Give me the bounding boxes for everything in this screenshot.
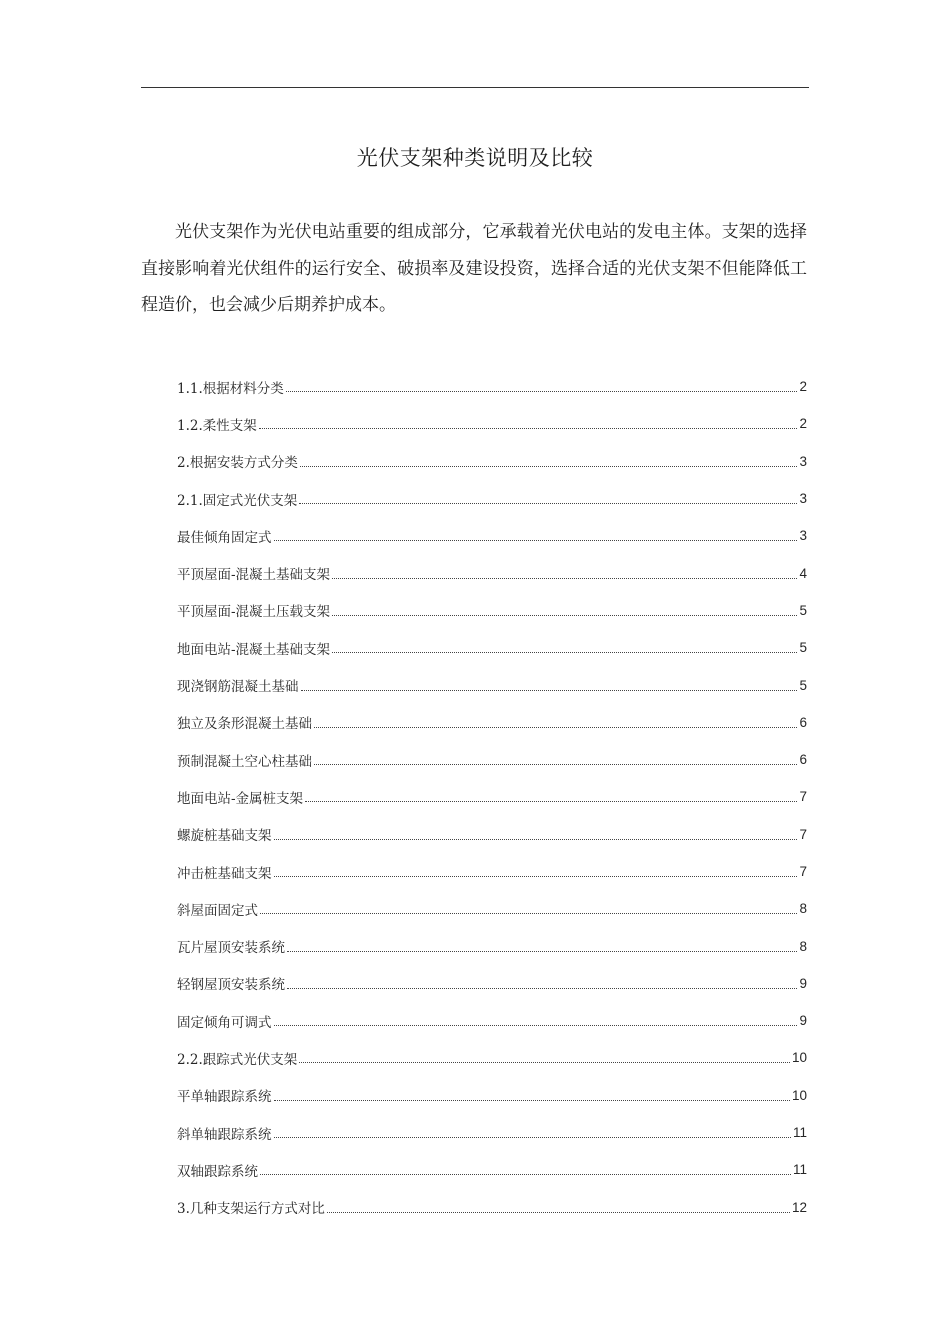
- toc-entry-label: 3.几种支架运行方式对比: [177, 1201, 325, 1218]
- toc-entry-label: 最佳倾角固定式: [177, 529, 272, 546]
- toc-entry[interactable]: [177, 405, 807, 442]
- toc-entry-label: 斜屋面固定式: [177, 902, 258, 919]
- toc-entry-label: 地面电站-金属桩支架: [177, 790, 304, 807]
- toc-page-number: 10: [791, 1050, 807, 1066]
- toc-page-number: 11: [792, 1162, 807, 1178]
- toc-dot-leader: [299, 1050, 790, 1063]
- toc-page-number: 5: [799, 640, 807, 656]
- toc-dot-leader: [274, 528, 798, 541]
- toc-dot-leader: [274, 1088, 790, 1101]
- toc-dot-leader: [274, 827, 798, 840]
- toc-page-number: 5: [799, 602, 807, 618]
- toc-page-number: 7: [799, 864, 807, 879]
- toc-dot-leader: [274, 1125, 791, 1138]
- header-rule: [141, 87, 809, 88]
- toc-entry-label: 冲击桩基础支架: [177, 865, 272, 882]
- toc-dot-leader: [260, 901, 797, 914]
- toc-entry-label: 2.2.跟踪式光伏支架: [177, 1051, 298, 1068]
- toc-entry[interactable]: [177, 1077, 807, 1114]
- toc-page-number: 7: [799, 826, 807, 842]
- toc-entry[interactable]: [177, 554, 807, 591]
- toc-dot-leader: [332, 640, 797, 653]
- toc-entry[interactable]: [177, 480, 807, 517]
- toc-entry[interactable]: [177, 443, 807, 480]
- table-of-contents: [177, 368, 807, 1226]
- toc-entry[interactable]: [177, 1114, 807, 1151]
- toc-entry-label: 螺旋桩基础支架: [177, 828, 272, 845]
- toc-page-number: 6: [799, 752, 807, 768]
- toc-entry-label: 1.2.柔性支架: [177, 417, 257, 434]
- toc-page-number: 7: [799, 789, 807, 805]
- toc-page-number: 11: [792, 1125, 807, 1141]
- toc-entry[interactable]: [177, 1151, 807, 1188]
- toc-entry-label: 现浇钢筋混凝土基础: [177, 679, 299, 696]
- intro-paragraph: 光伏支架作为光伏电站重要的组成部分，它承载着光伏电站的发电主体。支架的选择直接影响着光伏组件的运行安全、破损率及建设投资，选择合适的光伏支架不但能降低工程造价，也会减少后期养护成本。: [141, 222, 807, 315]
- toc-dot-leader: [274, 864, 798, 877]
- toc-entry[interactable]: [177, 778, 807, 815]
- toc-page-number: 6: [799, 714, 807, 730]
- toc-entry[interactable]: [177, 965, 807, 1002]
- toc-entry-label: 轻钢屋顶安装系统: [177, 977, 285, 994]
- toc-page-number: 9: [799, 975, 807, 991]
- toc-entry-label: 瓦片屋顶安装系统: [177, 940, 285, 957]
- toc-page-number: 3: [799, 491, 807, 507]
- toc-entry[interactable]: [177, 517, 807, 554]
- toc-entry-label: 独立及条形混凝土基础: [177, 716, 312, 733]
- toc-entry-label: 平顶屋面-混凝土压载支架: [177, 604, 331, 621]
- toc-dot-leader: [299, 491, 797, 504]
- toc-entry[interactable]: [177, 368, 807, 405]
- toc-dot-leader: [259, 416, 798, 429]
- toc-page-number: 5: [799, 677, 807, 693]
- toc-entry[interactable]: [177, 927, 807, 964]
- toc-page-number: 12: [791, 1199, 807, 1215]
- toc-page-number: 8: [799, 901, 807, 917]
- toc-page-number: 9: [799, 1013, 807, 1029]
- toc-dot-leader: [286, 379, 798, 392]
- toc-page-number: 10: [791, 1087, 807, 1103]
- toc-entry-label: 地面电站-混凝土基础支架: [177, 641, 331, 658]
- toc-page-number: 4: [799, 565, 807, 581]
- toc-entry-label: 固定倾角可调式: [177, 1014, 272, 1031]
- toc-page-number: 3: [799, 528, 807, 544]
- toc-page-number: 2: [799, 379, 807, 395]
- toc-entry-label: 平顶屋面-混凝土基础支架: [177, 567, 331, 584]
- toc-dot-leader: [287, 939, 797, 952]
- toc-dot-leader: [274, 1013, 798, 1026]
- toc-entry-label: 预制混凝土空心柱基础: [177, 753, 312, 770]
- toc-page-number: 8: [799, 938, 807, 954]
- toc-dot-leader: [332, 603, 797, 616]
- toc-entry[interactable]: [177, 629, 807, 666]
- toc-entry[interactable]: [177, 1039, 807, 1076]
- toc-dot-leader: [314, 752, 797, 765]
- toc-entry-label: 斜单轴跟踪系统: [177, 1126, 272, 1143]
- toc-entry[interactable]: [177, 666, 807, 703]
- toc-entry[interactable]: [177, 853, 807, 890]
- toc-page-number: 3: [799, 453, 807, 469]
- toc-dot-leader: [260, 1162, 791, 1175]
- toc-entry[interactable]: [177, 592, 807, 629]
- toc-dot-leader: [332, 566, 797, 579]
- toc-entry[interactable]: [177, 1002, 807, 1039]
- toc-entry[interactable]: [177, 741, 807, 778]
- toc-entry[interactable]: [177, 1189, 807, 1226]
- toc-dot-leader: [305, 789, 797, 802]
- toc-entry[interactable]: [177, 816, 807, 853]
- toc-entry[interactable]: [177, 704, 807, 741]
- toc-dot-leader: [287, 976, 797, 989]
- toc-dot-leader: [327, 1200, 790, 1213]
- toc-page-number: 2: [799, 416, 807, 432]
- toc-entry[interactable]: [177, 890, 807, 927]
- document-title: 光伏支架种类说明及比较: [356, 146, 594, 170]
- toc-entry-label: 2.根据安装方式分类: [177, 455, 298, 472]
- toc-entry-label: 双轴跟踪系统: [177, 1163, 258, 1180]
- toc-dot-leader: [301, 678, 798, 691]
- toc-dot-leader: [300, 454, 798, 467]
- toc-entry-label: 平单轴跟踪系统: [177, 1089, 272, 1106]
- toc-entry-label: 2.1.固定式光伏支架: [177, 492, 298, 509]
- toc-entry-label: 1.1.根据材料分类: [177, 380, 284, 397]
- toc-dot-leader: [314, 715, 797, 728]
